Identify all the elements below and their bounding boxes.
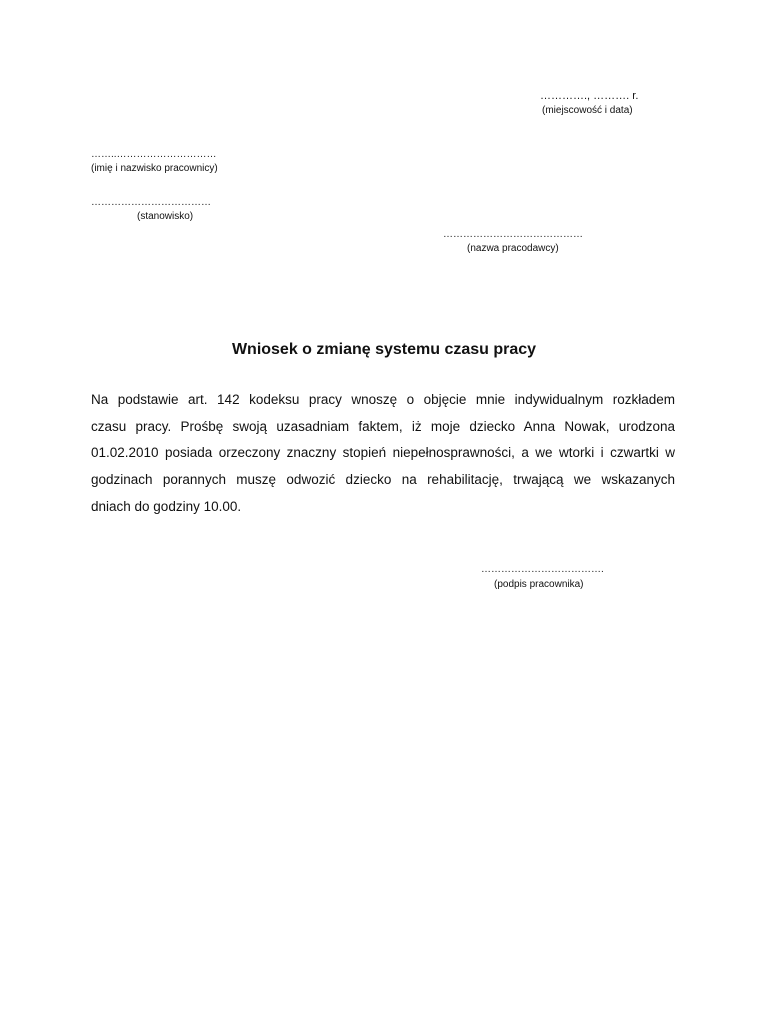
signature-caption: (podpis pracownika)	[494, 579, 584, 590]
place-date-caption: (miejscowość i data)	[542, 105, 633, 116]
employer-field: ……………………………………	[443, 229, 583, 240]
place-date-field: …………., ………. r.	[540, 90, 639, 102]
paragraph-line: czasu pracy. Prośbę swoją uzasadniam faktem, iż moje dziecko Anna Nowak, urodzona	[91, 418, 675, 434]
paragraph-line: godzinach porannych muszę odwozić dziecko na rehabilitację, trwającą we wskazanych	[91, 472, 675, 488]
document-title: Wniosek o zmianę systemu czasu pracy	[231, 341, 537, 358]
request-paragraph	[91, 387, 675, 521]
position-field: ………………………………	[91, 197, 211, 208]
paragraph-line: 01.02.2010 posiada orzeczony znaczny stopień niepełnosprawności, a we wtorki i czwartki w	[91, 445, 675, 461]
signature-field: ……………………………….	[481, 564, 604, 575]
employee-name-field: ……..…………………………	[91, 149, 217, 160]
position-caption: (stanowisko)	[137, 211, 194, 222]
employer-caption: (nazwa pracodawcy)	[467, 243, 559, 254]
paragraph-line: dniach do godziny 10.00.	[91, 498, 242, 514]
paragraph-line: Na podstawie art. 142 kodeksu pracy wnoszę o objęcie mnie indywidualnym rozkładem	[91, 392, 675, 407]
employee-name-caption: (imię i nazwisko pracownicy)	[91, 163, 218, 174]
